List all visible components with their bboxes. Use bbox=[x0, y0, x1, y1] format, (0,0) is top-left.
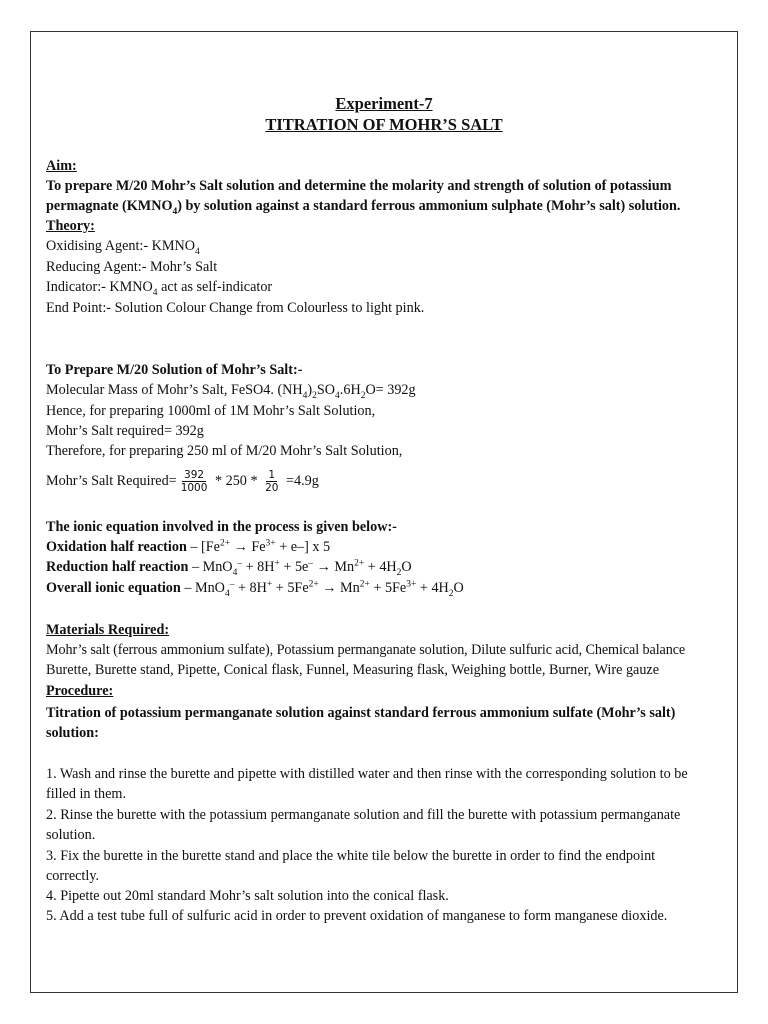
document-title: TITRATION OF MOHR’S SALT bbox=[265, 115, 503, 134]
prep-line-4: Therefore, for preparing 250 ml of M/20 Mohr’s Salt Solution, bbox=[46, 443, 403, 459]
reducing-agent: Reducing Agent:- Mohr’s Salt bbox=[46, 259, 218, 275]
oxidation-half-reaction: Oxidation half reaction – $[Fe^{2+} \to Fe^{3+} + e-]$ x 5 bbox=[46, 538, 331, 555]
overall-ionic-equation: Overall ionic equation – $MnO_4^- + 8H^+ + 5Fe^{2+} \to Mn^{2+} + 5Fe^{3+} + 4H_2O$ bbox=[46, 579, 464, 599]
experiment-number: Experiment-7 bbox=[335, 94, 433, 113]
fraction-1-20: $\frac{1}{20}$ bbox=[265, 469, 279, 494]
step-1-line-2: filled in them. bbox=[46, 786, 126, 802]
aim-line-2: permagnate $(KMNO_4)$ by solution against a standard ferrous ammonium sulphate (Mohr’s salt) solution. bbox=[46, 198, 681, 217]
step-3-line-1: 3. Fix the burette in the burette stand and place the white tile below the burette in order to find the endpoint bbox=[46, 848, 656, 864]
step-5: 5. Add a test tube full of sulfuric acid in order to prevent oxidation of manganese to form manganese dioxide. bbox=[46, 908, 668, 924]
aim-line-1: To prepare M/20 Mohr’s Salt solution and determine the molarity and strength of solution of potassium bbox=[46, 178, 672, 194]
end-point: End Point:- Solution Colour Change from Colourless to light pink. bbox=[46, 300, 425, 316]
procedure-subheading-2: solution: bbox=[46, 725, 99, 741]
procedure-subheading-1: Titration of potassium permanganate solution against standard ferrous ammonium sulfate (Mohr’s salt) bbox=[46, 705, 676, 721]
fraction-392-1000: $\frac{392}{1000}$ bbox=[180, 469, 208, 494]
step-2-line-1: 2. Rinse the burette with the potassium permanganate solution and fill the burette with potassium permanganate bbox=[46, 807, 681, 823]
materials-line-2: Burette, Burette stand, Pipette, Conical flask, Funnel, Measuring flask, Weighing bottle, Burner, Wire gauze bbox=[46, 662, 660, 678]
step-4: 4. Pipette out 20ml standard Mohr’s salt solution into the conical flask. bbox=[46, 888, 449, 904]
prep-heading: To Prepare M/20 Solution of Mohr’s Salt:- bbox=[46, 362, 303, 378]
oxidising-agent: Oxidising Agent:- $KMNO_4$ bbox=[46, 238, 200, 257]
indicator: Indicator:- $KMNO_4$ act as self-indicator bbox=[46, 279, 273, 298]
calculation-line: Mohr’s Salt Required= $\frac{392}{1000}$ * 250 * $\frac{1}{20}$ =4.9g bbox=[46, 469, 319, 494]
step-2-line-2: solution. bbox=[46, 827, 96, 843]
step-1-line-1: 1. Wash and rinse the burette and pipette with distilled water and then rinse with the corresponding solution to be bbox=[46, 766, 688, 782]
prep-line-2: Hence, for preparing 1000ml of 1M Mohr’s Salt Solution, bbox=[46, 403, 376, 419]
materials-heading: Materials Required: bbox=[46, 622, 170, 638]
theory-heading: Theory: bbox=[46, 218, 95, 234]
step-3-line-2: correctly. bbox=[46, 868, 100, 884]
reduction-half-reaction: Reduction half reaction – $MnO_4^- + 8H^+ + 5e^- \to Mn^{2+} + 4H_2O$ bbox=[46, 558, 412, 578]
materials-line-1: Mohr’s salt (ferrous ammonium sulfate), Potassium permanganate solution, Dilute sulfuric acid, Chemical balance bbox=[46, 642, 686, 658]
prep-line-3: Mohr’s Salt required= 392g bbox=[46, 423, 204, 439]
aim-heading: Aim: bbox=[46, 158, 77, 174]
procedure-heading: Procedure: bbox=[46, 683, 114, 699]
molecular-mass-line: Molecular Mass of Mohr’s Salt, FeSO4. $(NH_4)_2SO_4.6H_2O= 392g$ bbox=[46, 382, 416, 401]
ionic-heading: The ionic equation involved in the process is given below:- bbox=[46, 519, 397, 535]
